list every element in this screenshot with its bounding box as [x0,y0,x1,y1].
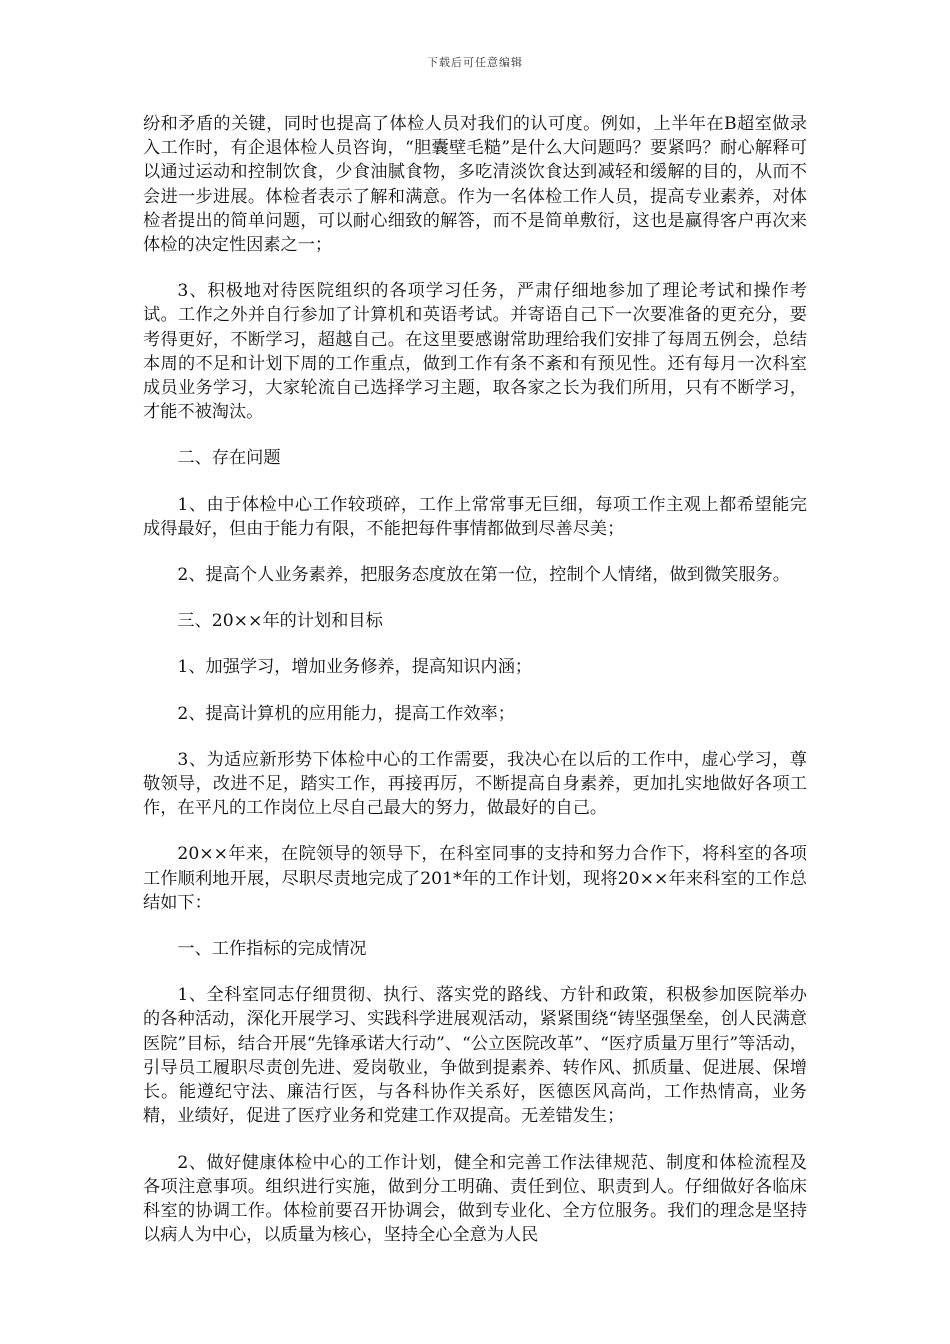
page-header-note: 下载后可任意编辑 [427,56,523,69]
paragraph-7: 1、加强学习，增加业务修养，提高知识内涵； [177,657,533,678]
paragraph-2: 3、积极地对待医院组织的各项学习任务，严肃仔细地参加了理论考试和操作考试。工作之外并自行参加了计算机和英语考试。并寄语自己下一次要准备的更充分，要考得更好，不断学习，超越自己。在这里要感谢常助理给我们安排了每周五例会，总结本周的不足和计划下周的工作重点，做到工作有条不紊和有预见性。还有每月一次科室成员业务学习，大家轮流自己选择学习主题，取各家之长为我们所用，只有不断学习，才能不被淘汰。 [143,281,807,423]
paragraph-1: 纷和矛盾的关键，同时也提高了体检人员对我们的认可度。例如，上半年在B超室做录入工作时，有企退体检人员咨询，“胆囊壁毛糙”是什么大问题吗？要紧吗？耐心解释可以通过运动和控制饮食，少食油腻食物，多吃清淡饮食达到减轻和缓解的目的，从而不会进一步进展。体检者表示了解和满意。作为一名体检工作人员，提高专业素养，对体检者提出的简单问题，可以耐心细致的解答，而不是简单敷衍，这也是赢得客户再次来体检的决定性因素之一； [143,114,807,256]
section-heading-indicators: 一、工作指标的完成情况 [177,939,367,960]
paragraph-10: 20××年来，在院领导的领导下，在科室同事的支持和努力合作下，将科室的各项工作顺利地开展，尽职尽责地完成了201*年的工作计划，现将20××年来科室的工作总结如下： [143,844,807,913]
paragraph-12: 1、全科室同志仔细贯彻、执行、落实党的路线、方针和政策，积极参加医院举办的各种活动，深化开展学习、实践科学进展观活动，紧紧围绕“铸坚强堡垒，创人民满意医院”目标，结合开展“先锋承诺大行动”、“公立医院改革”、“医疗质量万里行”等活动，引导员工履职尽责创先进、爱岗敬业，争做到提素养、转作风、抓质量、促进展、保增长。能遵纪守法、廉洁行医，与各科协作关系好，医德医风高尚，工作热情高，业务精，业绩好，促进了医疗业务和党建工作双提高。无差错发生； [143,985,807,1127]
section-heading-plan: 三、20××年的计划和目标 [177,611,383,632]
paragraph-13: 2、做好健康体检中心的工作计划，健全和完善工作法律规范、制度和体检流程及各项注意事项。组织进行实施，做到分工明确、责任到位、职责到人。仔细做好各临床科室的协调工作。体检前要召开协调会，做到专业化、全方位服务。我们的理念是坚持以病人为中心，以质量为核心，坚持全心全意为人民 [143,1152,807,1246]
paragraph-8: 2、提高计算机的应用能力，提高工作效率； [177,703,515,724]
section-heading-problems: 二、存在问题 [177,448,281,469]
paragraph-9: 3、为适应新形势下体检中心的工作需要，我决心在以后的工作中，虚心学习，尊敬领导，改进不足，踏实工作，再接再厉，不断提高自身素养，更加扎实地做好各项工作，在平凡的工作岗位上尽自己最大的努力，做最好的自己。 [143,749,807,819]
paragraph-5: 2、提高个人业务素养，把服务态度放在第一位，控制个人情绪，做到微笑服务。 [177,565,790,586]
document-body [143,112,807,1269]
paragraph-4: 1、由于体检中心工作较琐碎，工作上常常事无巨细，每项工作主观上都希望能完成得最好，但由于能力有限，不能把每件事情都做到尽善尽美； [143,494,807,539]
